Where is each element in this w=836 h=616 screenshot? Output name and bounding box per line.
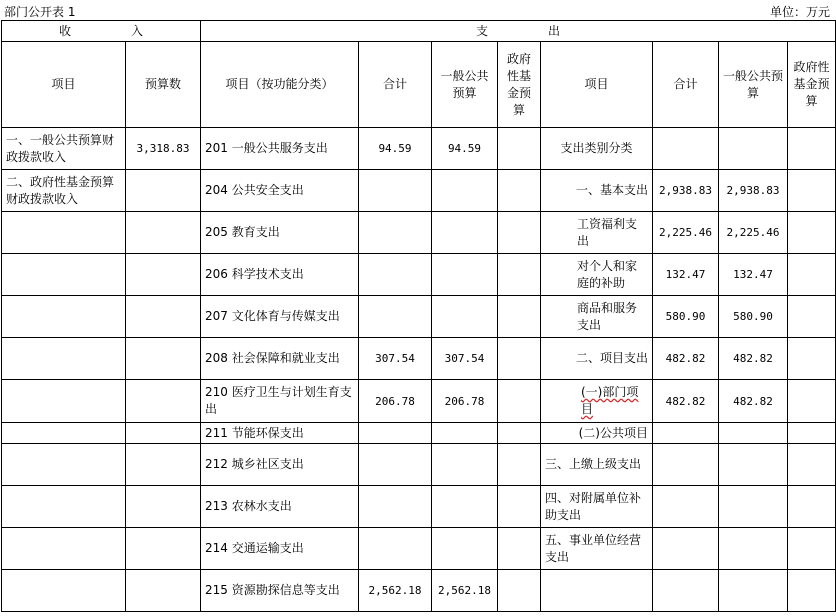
income-budget-cell bbox=[126, 170, 201, 212]
col-header-income-item: 项目 bbox=[2, 42, 126, 128]
func-general-cell bbox=[432, 254, 498, 296]
cat-total-cell bbox=[653, 570, 719, 612]
func-item-cell: 215 资源勘探信息等支出 bbox=[201, 570, 359, 612]
func-item-cell: 208 社会保障和就业支出 bbox=[201, 338, 359, 380]
cat-fund-cell bbox=[788, 486, 836, 528]
income-budget-cell bbox=[126, 212, 201, 254]
func-total-cell bbox=[359, 444, 432, 486]
func-item-cell: 207 文化体育与传媒支出 bbox=[201, 296, 359, 338]
func-general-cell bbox=[432, 444, 498, 486]
cat-fund-cell bbox=[788, 528, 836, 570]
cat-item-cell: 对个人和家庭的补助 bbox=[541, 254, 653, 296]
func-total-cell bbox=[359, 528, 432, 570]
func-fund-cell bbox=[498, 423, 541, 444]
func-total-cell bbox=[359, 296, 432, 338]
func-total-cell: 307.54 bbox=[359, 338, 432, 380]
cat-item-cell: 五、事业单位经营支出 bbox=[541, 528, 653, 570]
col-header-func-total: 合计 bbox=[359, 42, 432, 128]
col-header-func-fund: 政府性基金预算 bbox=[498, 42, 541, 128]
cat-general-cell bbox=[719, 128, 788, 170]
cat-item-cell: 三、上缴上级支出 bbox=[541, 444, 653, 486]
table-row bbox=[2, 444, 836, 486]
cat-item-cell bbox=[541, 380, 653, 423]
expense-group-header: 支 出 bbox=[201, 21, 836, 42]
func-item-cell: 205 教育支出 bbox=[201, 212, 359, 254]
func-total-cell bbox=[359, 170, 432, 212]
cat-total-cell: 132.47 bbox=[653, 254, 719, 296]
table-row bbox=[2, 380, 836, 423]
sheet-header bbox=[0, 0, 836, 20]
col-header-cat-item: 项目 bbox=[541, 42, 653, 128]
func-total-cell: 206.78 bbox=[359, 380, 432, 423]
col-header-func-general: 一般公共预算 bbox=[432, 42, 498, 128]
func-item-cell: 211 节能环保支出 bbox=[201, 423, 359, 444]
col-header-cat-total: 合计 bbox=[653, 42, 719, 128]
func-item-cell: 201 一般公共服务支出 bbox=[201, 128, 359, 170]
func-fund-cell bbox=[498, 212, 541, 254]
cat-item-text: (一)部门项目 bbox=[581, 385, 639, 416]
cat-general-cell: 482.82 bbox=[719, 338, 788, 380]
cat-item-cell: 商品和服务支出 bbox=[541, 296, 653, 338]
cat-general-cell: 2,225.46 bbox=[719, 212, 788, 254]
func-general-cell: 94.59 bbox=[432, 128, 498, 170]
func-item-cell: 204 公共安全支出 bbox=[201, 170, 359, 212]
cat-fund-cell bbox=[788, 338, 836, 380]
func-general-cell: 307.54 bbox=[432, 338, 498, 380]
income-group-header: 收 入 bbox=[2, 21, 201, 42]
func-fund-cell bbox=[498, 254, 541, 296]
table-row bbox=[2, 528, 836, 570]
cat-fund-cell bbox=[788, 254, 836, 296]
cat-item-cell bbox=[541, 570, 653, 612]
table-row bbox=[2, 423, 836, 444]
cat-item-cell: 一、基本支出 bbox=[541, 170, 653, 212]
table-row bbox=[2, 128, 836, 170]
cat-total-cell: 2,225.46 bbox=[653, 212, 719, 254]
col-header-func-item: 项目（按功能分类） bbox=[201, 42, 359, 128]
income-budget-cell bbox=[126, 486, 201, 528]
cat-fund-cell bbox=[788, 128, 836, 170]
income-budget-cell bbox=[126, 528, 201, 570]
func-item-cell: 212 城乡社区支出 bbox=[201, 444, 359, 486]
income-item-cell bbox=[2, 570, 126, 612]
cat-general-cell: 2,938.83 bbox=[719, 170, 788, 212]
income-item-cell bbox=[2, 444, 126, 486]
income-item-cell bbox=[2, 423, 126, 444]
cat-general-cell: 580.90 bbox=[719, 296, 788, 338]
income-item-cell bbox=[2, 254, 126, 296]
income-item-cell bbox=[2, 296, 126, 338]
cat-total-cell: 482.82 bbox=[653, 338, 719, 380]
income-item-cell bbox=[2, 338, 126, 380]
cat-fund-cell bbox=[788, 444, 836, 486]
column-header-row bbox=[2, 42, 836, 128]
income-item-cell bbox=[2, 528, 126, 570]
table-row bbox=[2, 570, 836, 612]
income-budget-cell bbox=[126, 380, 201, 423]
func-general-cell bbox=[432, 212, 498, 254]
cat-item-cell: 二、项目支出 bbox=[541, 338, 653, 380]
income-item-cell: 一、一般公共预算财政拨款收入 bbox=[2, 128, 126, 170]
cat-general-cell bbox=[719, 423, 788, 444]
cat-item-cell: (二)公共项目 bbox=[541, 423, 653, 444]
budget-table bbox=[1, 20, 836, 612]
table-title: 部门公开表 1 bbox=[4, 5, 76, 19]
cat-general-cell: 482.82 bbox=[719, 380, 788, 423]
func-general-cell bbox=[432, 296, 498, 338]
func-total-cell bbox=[359, 254, 432, 296]
cat-total-cell: 580.90 bbox=[653, 296, 719, 338]
cat-item-cell: 工资福利支出 bbox=[541, 212, 653, 254]
table-row bbox=[2, 170, 836, 212]
func-fund-cell bbox=[498, 444, 541, 486]
income-item-cell bbox=[2, 380, 126, 423]
income-item-cell bbox=[2, 212, 126, 254]
cat-fund-cell bbox=[788, 423, 836, 444]
func-fund-cell bbox=[498, 570, 541, 612]
income-budget-cell bbox=[126, 296, 201, 338]
table-row bbox=[2, 296, 836, 338]
func-fund-cell bbox=[498, 486, 541, 528]
cat-fund-cell bbox=[788, 212, 836, 254]
cat-total-cell bbox=[653, 444, 719, 486]
table-row bbox=[2, 212, 836, 254]
cat-general-cell bbox=[719, 444, 788, 486]
income-budget-cell bbox=[126, 444, 201, 486]
func-total-cell bbox=[359, 486, 432, 528]
func-general-cell bbox=[432, 170, 498, 212]
income-budget-cell bbox=[126, 338, 201, 380]
func-fund-cell bbox=[498, 528, 541, 570]
cat-general-cell bbox=[719, 570, 788, 612]
cat-fund-cell bbox=[788, 570, 836, 612]
func-fund-cell bbox=[498, 380, 541, 423]
cat-total-cell bbox=[653, 528, 719, 570]
cat-item-cell: 四、对附属单位补助支出 bbox=[541, 486, 653, 528]
func-item-cell: 213 农林水支出 bbox=[201, 486, 359, 528]
income-budget-cell bbox=[126, 570, 201, 612]
func-general-cell: 2,562.18 bbox=[432, 570, 498, 612]
unit-label: 单位：万元 bbox=[769, 5, 830, 19]
col-header-income-budget: 预算数 bbox=[126, 42, 201, 128]
func-fund-cell bbox=[498, 296, 541, 338]
func-item-cell: 210 医疗卫生与计划生育支出 bbox=[201, 380, 359, 423]
func-general-cell: 206.78 bbox=[432, 380, 498, 423]
col-header-cat-fund: 政府性基金预算 bbox=[788, 42, 836, 128]
income-budget-cell bbox=[126, 254, 201, 296]
func-fund-cell bbox=[498, 170, 541, 212]
cat-total-cell bbox=[653, 423, 719, 444]
group-header-row bbox=[2, 21, 836, 42]
cat-total-cell bbox=[653, 128, 719, 170]
func-general-cell bbox=[432, 528, 498, 570]
income-budget-cell: 3,318.83 bbox=[126, 128, 201, 170]
cat-fund-cell bbox=[788, 296, 836, 338]
table-row bbox=[2, 254, 836, 296]
func-fund-cell bbox=[498, 338, 541, 380]
cat-fund-cell bbox=[788, 380, 836, 423]
cat-total-cell: 2,938.83 bbox=[653, 170, 719, 212]
income-budget-cell bbox=[126, 423, 201, 444]
func-item-cell: 206 科学技术支出 bbox=[201, 254, 359, 296]
cat-general-cell bbox=[719, 486, 788, 528]
cat-general-cell: 132.47 bbox=[719, 254, 788, 296]
table-row bbox=[2, 338, 836, 380]
col-header-cat-general: 一般公共预算 bbox=[719, 42, 788, 128]
table-row bbox=[2, 486, 836, 528]
cat-total-cell: 482.82 bbox=[653, 380, 719, 423]
func-total-cell: 2,562.18 bbox=[359, 570, 432, 612]
func-fund-cell bbox=[498, 128, 541, 170]
func-general-cell bbox=[432, 423, 498, 444]
func-total-cell bbox=[359, 212, 432, 254]
income-item-cell bbox=[2, 486, 126, 528]
func-item-cell: 214 交通运输支出 bbox=[201, 528, 359, 570]
income-item-cell: 二、政府性基金预算财政拨款收入 bbox=[2, 170, 126, 212]
cat-general-cell bbox=[719, 528, 788, 570]
cat-fund-cell bbox=[788, 170, 836, 212]
cat-item-cell: 支出类别分类 bbox=[541, 128, 653, 170]
func-total-cell: 94.59 bbox=[359, 128, 432, 170]
func-general-cell bbox=[432, 486, 498, 528]
cat-total-cell bbox=[653, 486, 719, 528]
func-total-cell bbox=[359, 423, 432, 444]
